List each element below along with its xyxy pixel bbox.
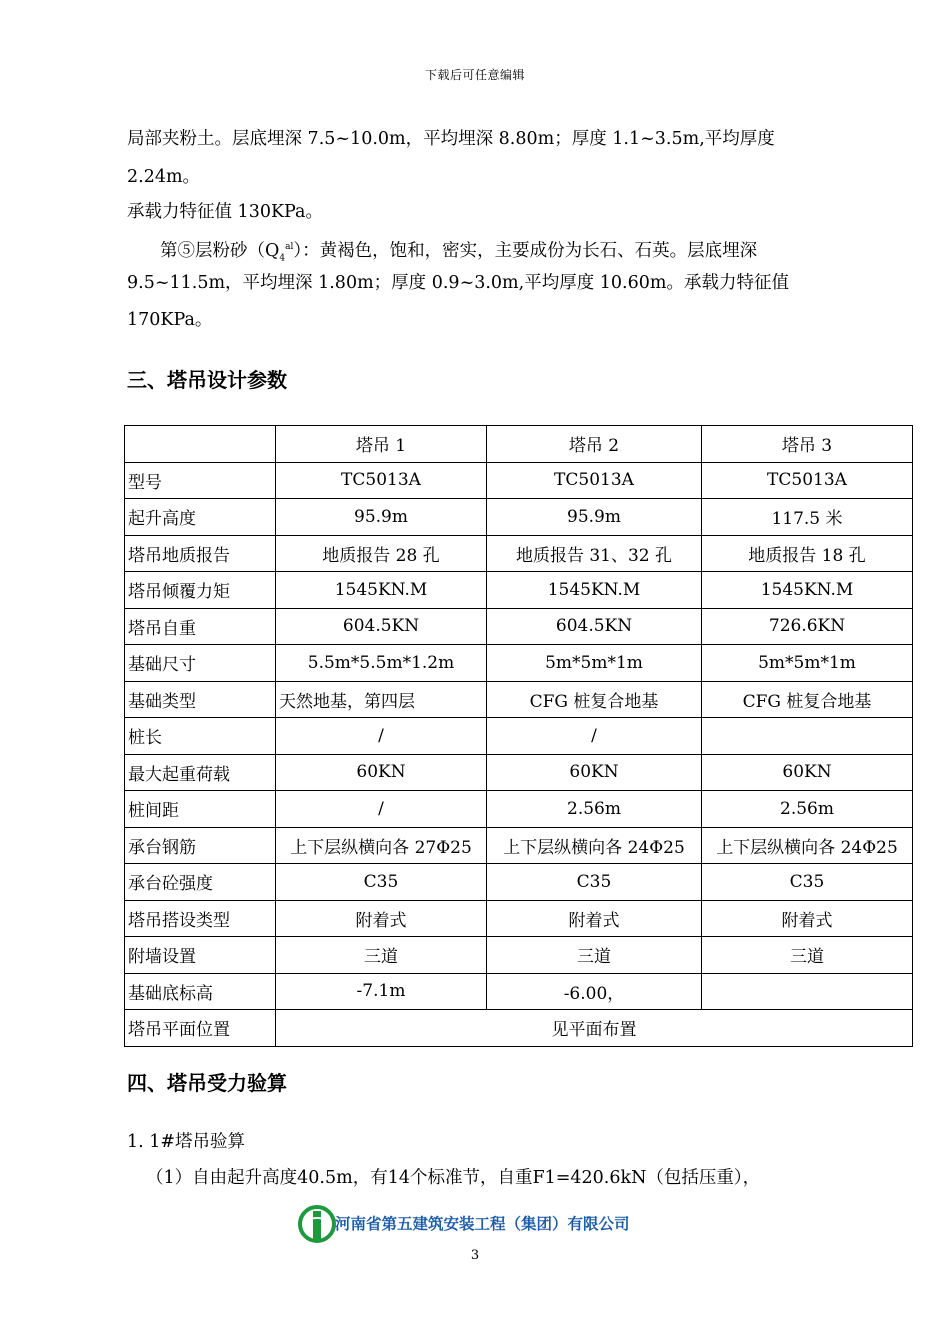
row-label: 桩长	[125, 718, 276, 755]
table-row	[125, 462, 913, 499]
table-row	[125, 535, 913, 572]
table-cell: 地质报告 18 孔	[702, 535, 913, 572]
table-row	[125, 645, 913, 682]
table-header-cell: 塔吊 1	[276, 426, 487, 463]
section-heading: 四、塔吊受力验算	[127, 1071, 287, 1095]
page-header: 下载后可任意编辑	[424, 68, 525, 82]
table-cell	[702, 718, 913, 755]
table-header-cell: 塔吊 3	[702, 426, 913, 463]
table-cell: 95.9m	[276, 499, 487, 536]
row-label: 附墙设置	[125, 937, 276, 974]
table-cell: 117.5 米	[702, 499, 913, 536]
table-cell: 三道	[276, 937, 487, 974]
table-row	[125, 827, 913, 864]
table-cell: 2.56m	[487, 791, 702, 828]
table-cell: 1545KN.M	[702, 572, 913, 609]
table-cell: 5m*5m*1m	[487, 645, 702, 682]
table-row	[125, 973, 913, 1010]
footer-company-name: 河南省第五建筑安装工程（集团）有限公司	[335, 1215, 630, 1233]
table-cell: 604.5KN	[487, 608, 702, 645]
company-logo-icon	[298, 1205, 336, 1243]
paragraph-line: 170KPa。	[127, 310, 213, 330]
table-row	[125, 572, 913, 609]
table-header-cell: 塔吊 2	[487, 426, 702, 463]
table-cell: -6.00，	[487, 973, 702, 1010]
table-row	[125, 1010, 913, 1047]
table-cell: 三道	[702, 937, 913, 974]
table-cell: C35	[487, 864, 702, 901]
table-row	[125, 499, 913, 536]
row-label: 型号	[125, 462, 276, 499]
table-cell: /	[276, 791, 487, 828]
row-label: 基础类型	[125, 681, 276, 718]
table-cell: TC5013A	[487, 462, 702, 499]
paragraph-line: 局部夹粉土。层底埋深 7.5~10.0m，平均埋深 8.80m；厚度 1.1~3.5m,平均厚度	[127, 129, 775, 149]
table-row	[125, 754, 913, 791]
row-label: 最大起重荷载	[125, 754, 276, 791]
row-label: 塔吊地质报告	[125, 535, 276, 572]
paragraph-line: 2.24m。	[127, 167, 201, 187]
table-cell: /	[276, 718, 487, 755]
table-row	[125, 608, 913, 645]
row-label: 基础底标高	[125, 973, 276, 1010]
table-row	[125, 937, 913, 974]
table-cell: /	[487, 718, 702, 755]
table-cell: 上下层纵横向各 24Φ25	[487, 827, 702, 864]
table-cell: 60KN	[487, 754, 702, 791]
row-label: 起升高度	[125, 499, 276, 536]
table-cell: 三道	[487, 937, 702, 974]
tower-crane-parameters-table	[124, 425, 913, 1047]
page-number: 3	[470, 1248, 480, 1263]
row-label: 承台砼强度	[125, 864, 276, 901]
table-cell: C35	[702, 864, 913, 901]
table-cell: 95.9m	[487, 499, 702, 536]
row-label: 塔吊搭设类型	[125, 900, 276, 937]
table-cell: 附着式	[276, 900, 487, 937]
table-cell: 地质报告 31、32 孔	[487, 535, 702, 572]
table-cell: 见平面布置	[276, 1010, 913, 1047]
table-cell	[702, 973, 913, 1010]
table-cell: 地质报告 28 孔	[276, 535, 487, 572]
row-label: 基础尺寸	[125, 645, 276, 682]
table-row	[125, 900, 913, 937]
table-cell: TC5013A	[276, 462, 487, 499]
table-cell: 5.5m*5.5m*1.2m	[276, 645, 487, 682]
table-cell: -7.1m	[276, 973, 487, 1010]
calc-subitem: （1）自由起升高度40.5m，有14个标准节，自重F1=420.6kN（包括压重），	[146, 1168, 761, 1188]
table-cell: CFG 桩复合地基	[487, 681, 702, 718]
table-header-cell	[125, 426, 276, 463]
table-row	[125, 681, 913, 718]
table-row	[125, 791, 913, 828]
table-row	[125, 718, 913, 755]
table-header-row	[125, 426, 913, 463]
table-cell: 5m*5m*1m	[702, 645, 913, 682]
row-label: 承台钢筋	[125, 827, 276, 864]
table-cell: 726.6KN	[702, 608, 913, 645]
table-cell: 上下层纵横向各 24Φ25	[702, 827, 913, 864]
table-cell: 天然地基，第四层	[276, 681, 487, 718]
row-label: 塔吊倾覆力矩	[125, 572, 276, 609]
table-cell: 附着式	[702, 900, 913, 937]
table-cell: CFG 桩复合地基	[702, 681, 913, 718]
row-label: 塔吊自重	[125, 608, 276, 645]
section-heading: 三、塔吊设计参数	[127, 368, 287, 392]
paragraph-line: 9.5~11.5m，平均埋深 1.80m；厚度 0.9~3.0m,平均厚度 10.60m。承载力特征值	[127, 273, 789, 293]
table-cell: 60KN	[702, 754, 913, 791]
row-label: 塔吊平面位置	[125, 1010, 276, 1047]
table-cell: 1545KN.M	[487, 572, 702, 609]
paragraph-line: 第⑤层粉砂$(Q_4^{al})$：黄褐色，饱和，密实，主要成份为长石、石英。层底埋深	[160, 240, 758, 264]
paragraph-line: 承载力特征值 130KPa。	[127, 202, 323, 222]
table-cell: C35	[276, 864, 487, 901]
table-cell: 1545KN.M	[276, 572, 487, 609]
calc-item: 1. 1#塔吊验算	[127, 1132, 246, 1152]
table-row	[125, 864, 913, 901]
table-cell: 604.5KN	[276, 608, 487, 645]
table-cell: 60KN	[276, 754, 487, 791]
table-cell: TC5013A	[702, 462, 913, 499]
table-cell: 附着式	[487, 900, 702, 937]
table-cell: 上下层纵横向各 27Φ25	[276, 827, 487, 864]
row-label: 桩间距	[125, 791, 276, 828]
table-cell: 2.56m	[702, 791, 913, 828]
